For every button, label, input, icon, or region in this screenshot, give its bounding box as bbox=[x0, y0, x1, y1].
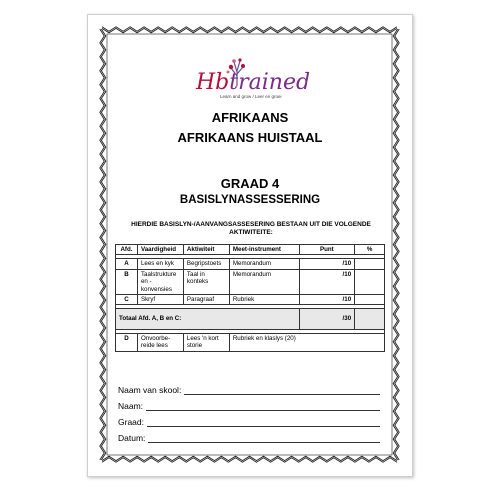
header-afd: Afd. bbox=[116, 245, 138, 255]
grade-label: Graad: bbox=[118, 417, 144, 427]
school-field[interactable] bbox=[118, 383, 380, 395]
row-skill: Skryf bbox=[137, 295, 183, 305]
school-label: Naam van skool: bbox=[118, 385, 182, 395]
date-label: Datum: bbox=[118, 433, 146, 443]
row-afd: C bbox=[116, 295, 138, 305]
border-zigzag bbox=[101, 29, 105, 460]
assessment-table bbox=[115, 244, 385, 352]
border-zigzag bbox=[102, 28, 397, 32]
border-zigzag bbox=[395, 29, 399, 460]
table-header-row bbox=[116, 245, 385, 255]
header-instrument: Meet-instrument bbox=[229, 245, 299, 255]
table-row bbox=[116, 295, 385, 305]
name-field[interactable] bbox=[118, 399, 380, 411]
total-label: Totaal Afd. A, B en C: bbox=[116, 309, 300, 329]
row-skill: Lees en kyk bbox=[137, 259, 183, 269]
row-instrument: Rubriek bbox=[229, 295, 299, 305]
row-instrument: Rubriek en klaslys (20) bbox=[229, 333, 384, 351]
subject-title: AFRIKAANS bbox=[211, 110, 289, 125]
header-activity: Aktiwiteit bbox=[183, 245, 229, 255]
name-line[interactable] bbox=[146, 402, 380, 411]
row-afd: B bbox=[116, 269, 138, 294]
header-skill: Vaardigheid bbox=[137, 245, 183, 255]
total-score: /30 bbox=[299, 309, 355, 329]
date-field[interactable] bbox=[118, 431, 380, 443]
header-percent: % bbox=[355, 245, 385, 255]
school-line[interactable] bbox=[184, 386, 380, 395]
grade-line[interactable] bbox=[147, 418, 380, 427]
total-row bbox=[116, 309, 385, 329]
header-score: Punt bbox=[299, 245, 355, 255]
subject-full-title: AFRIKAANS HUISTAAL bbox=[177, 130, 323, 145]
border-zigzag bbox=[102, 456, 397, 460]
row-instrument: Memorandum bbox=[229, 259, 299, 269]
intro-text: HIERDIE BASISLYN-/AANVANGSASSESERING BESTAAN UIT DIE VOLGENDE AKTIWITEITE: bbox=[131, 221, 371, 236]
row-activity: Paragraaf bbox=[183, 295, 229, 305]
table-row bbox=[116, 259, 385, 269]
row-activity: Lees 'n kort storie bbox=[183, 333, 229, 351]
border-zigzag bbox=[102, 27, 397, 31]
border-zigzag bbox=[102, 458, 397, 462]
row-activity: Begripstoets bbox=[183, 259, 229, 269]
row-score: /10 bbox=[299, 269, 355, 294]
row-afd: A bbox=[116, 259, 138, 269]
row-skill: Onvoorbe- reide lees bbox=[137, 333, 183, 351]
table-row bbox=[116, 269, 385, 294]
row-score: /10 bbox=[299, 295, 355, 305]
grade-title: GRAAD 4 bbox=[220, 176, 280, 191]
row-instrument: Memorandum bbox=[229, 269, 299, 294]
row-activity: Taal in konteks bbox=[183, 269, 229, 294]
border-zigzag bbox=[393, 29, 397, 460]
name-label: Naam: bbox=[118, 401, 144, 411]
row-percent bbox=[355, 259, 385, 269]
hbtrained-logo bbox=[196, 56, 311, 100]
date-line[interactable] bbox=[148, 434, 380, 443]
row-afd: D bbox=[116, 333, 138, 351]
row-skill: Taalstrukture en - konvensies bbox=[137, 269, 183, 294]
grade-field[interactable] bbox=[118, 415, 380, 427]
logo-tagline: Learn and grow / Leer en groei bbox=[220, 94, 282, 99]
row-percent bbox=[355, 295, 385, 305]
border-zigzag bbox=[100, 29, 104, 460]
row-percent bbox=[355, 269, 385, 294]
learner-details bbox=[118, 383, 380, 443]
logo-wordmark: Hbtrained bbox=[196, 70, 311, 95]
total-percent bbox=[355, 309, 385, 329]
table-row bbox=[116, 333, 385, 351]
assessment-title: BASISLYNASSESSERING bbox=[179, 194, 321, 206]
row-score: /10 bbox=[299, 259, 355, 269]
